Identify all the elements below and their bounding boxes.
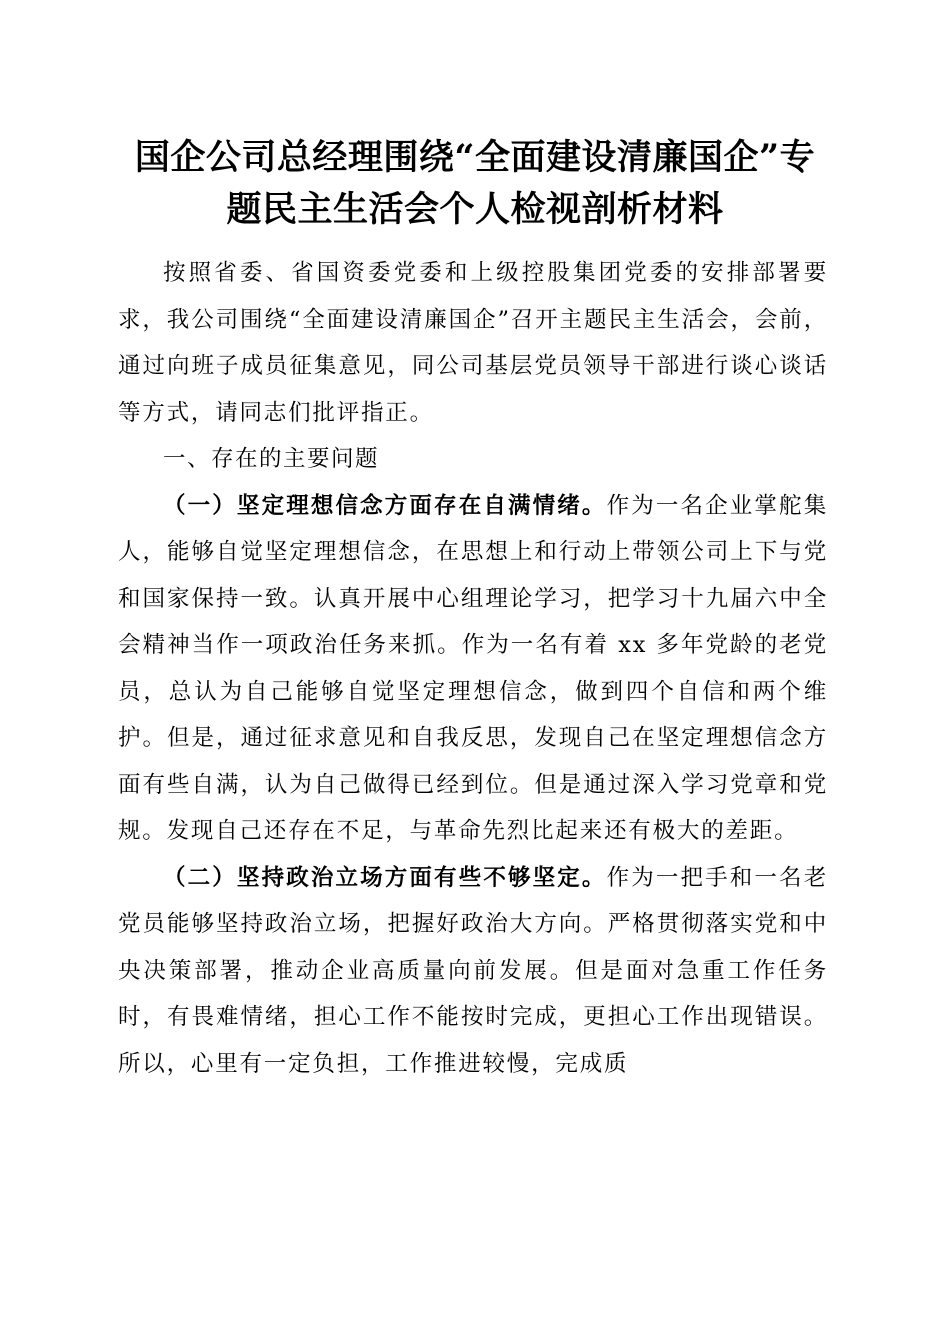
item-2-text: 作为一把手和一名老党员能够坚持政治立场，把握好政治大方向。严格贯彻落实党和中央决策部署，推动企业高质量向前发展。但是面对急重工作任务时，有畏难情绪，担心工作不能按时完成，更担心工作出现错误。所以，心里有一定负担，工作推进较慢，完成质 — [118, 864, 828, 1077]
document-title — [100, 132, 850, 236]
document-body — [118, 250, 828, 1087]
item-1-paragraph — [118, 483, 828, 855]
item-1-text: 作为一名企业掌舵集人，能够自觉坚定理想信念，在思想上和行动上带领公司上下与党和国家保持一致。认真开展中心组理论学习，把学习十九届六中全会精神当作一项政治任务来抓。作为一名有着 xx 多年党龄的老党员，总认为自己能够自觉坚定理想信念，做到四个自信和两个维护。但是，通过征求意见和自我反思，发现自己在坚定理想信念方面有些自满，认为自己做得已经到位。但是通过深入学习党章和党规。发现自己还存在不足，与革命先烈比起来还有极大的差距。 — [118, 492, 828, 844]
item-2-paragraph — [118, 855, 828, 1088]
item-1-lead: （一）坚定理想信念方面存在自满情绪。 — [163, 492, 607, 519]
title-line-2: 题民主生活会个人检视剖析材料 — [226, 189, 724, 230]
intro-paragraph: 按照省委、省国资委党委和上级控股集团党委的安排部署要求，我公司围绕“全面建设清廉国企”召开主题民主生活会，会前，通过向班子成员征集意见，同公司基层党员领导干部进行谈心谈话等方式，请同志们批评指正。 — [118, 260, 828, 426]
section-heading-problems: 一、存在的主要问题 — [163, 446, 380, 472]
title-line-1: 国企公司总经理围绕“全面建设清廉国企”专 — [134, 137, 816, 178]
item-2-lead: （二）坚持政治立场方面有些不够坚定。 — [163, 864, 607, 891]
